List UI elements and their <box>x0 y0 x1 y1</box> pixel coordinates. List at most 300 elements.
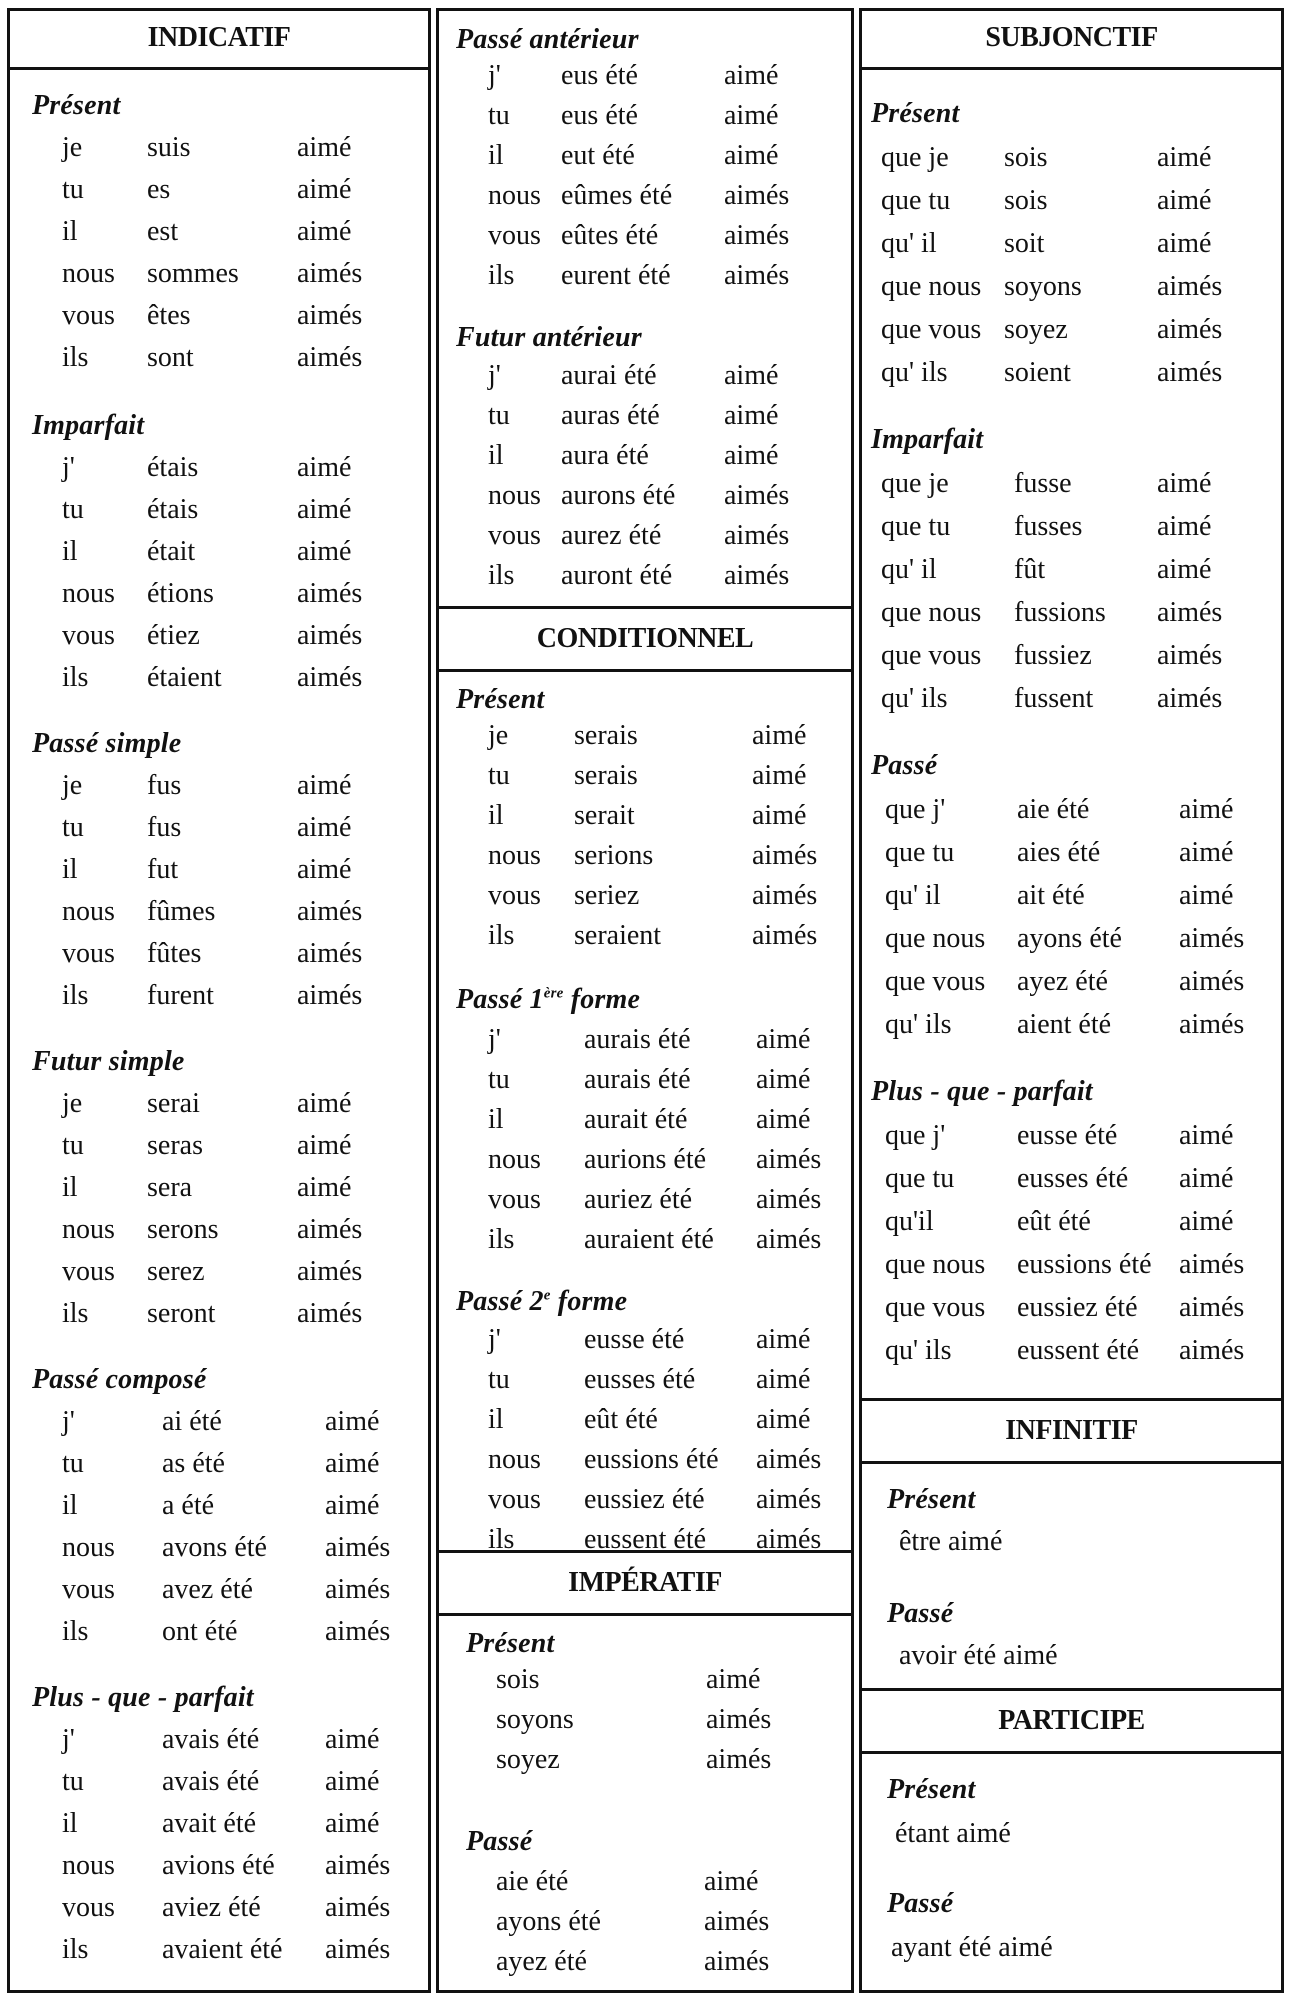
conjugation-row <box>436 520 854 560</box>
infinitif-passe-label-text: Passé <box>887 1598 954 1629</box>
participle: aimé <box>1179 1163 1234 1194</box>
verb-form: as été <box>162 1448 225 1479</box>
conjugation-row <box>436 560 854 600</box>
indicatif-futur-simple-label-text: Futur simple <box>32 1046 185 1077</box>
participle: aimé <box>297 812 352 843</box>
pronoun: que vous <box>881 640 982 671</box>
pronoun: nous <box>62 896 115 927</box>
pronoun: il <box>62 1808 78 1839</box>
verb-form: seras <box>147 1130 203 1161</box>
participle: aimés <box>1157 640 1223 671</box>
pronoun: que tu <box>885 1163 955 1194</box>
verb-form: aurai été <box>561 360 657 391</box>
infinitif-passe-label <box>887 1598 953 1630</box>
conjugation-row <box>436 1364 854 1404</box>
participle: aimés <box>297 578 363 609</box>
conjugation-row <box>7 1088 431 1128</box>
participle: aimés <box>724 480 790 511</box>
pronoun: que je <box>881 142 949 173</box>
verb-form: ait été <box>1017 880 1085 911</box>
conjugation-row <box>436 880 854 920</box>
pronoun: ils <box>488 1524 515 1555</box>
pronoun: j' <box>62 452 75 483</box>
imperatif-present-label-text: Présent <box>466 1628 555 1659</box>
conjugation-row <box>7 854 431 894</box>
verb-form: fussent <box>1014 683 1094 714</box>
verb-form: sois <box>1004 142 1048 173</box>
participle: aimé <box>325 1808 380 1839</box>
participle: aimés <box>756 1484 822 1515</box>
participle: aimé <box>724 360 779 391</box>
participle: aimés <box>724 180 790 211</box>
verb-form: fus <box>147 812 182 843</box>
pronoun: je <box>488 720 509 751</box>
conjugation-row <box>859 1009 1284 1049</box>
verb-form: eus été <box>561 60 638 91</box>
verb-form: soyons <box>1004 271 1082 302</box>
conjugation-row <box>859 683 1284 723</box>
conjugation-row <box>7 258 431 298</box>
conjugation-row <box>7 494 431 534</box>
pronoun: ils <box>62 1934 89 1965</box>
verb-form: auront été <box>561 560 673 591</box>
participle: aimés <box>724 260 790 291</box>
conjugation-row <box>859 468 1284 508</box>
participle: aimés <box>297 258 363 289</box>
pronoun: vous <box>62 300 115 331</box>
pronoun: ils <box>488 260 515 291</box>
pronoun: que tu <box>885 837 955 868</box>
participle: aimés <box>756 1444 822 1475</box>
verb-form: fusse <box>1014 468 1072 499</box>
verb-form: eusses été <box>1017 1163 1129 1194</box>
verb-form: aies été <box>1017 837 1101 868</box>
imperatif-passe-label <box>466 1826 532 1858</box>
verb-form: eusse été <box>584 1324 685 1355</box>
verb-form: fûtes <box>147 938 202 969</box>
participle: aimé <box>1157 468 1212 499</box>
subjonctif-plus-que-parfait-label <box>871 1076 1093 1108</box>
pronoun: il <box>62 854 78 885</box>
pronoun: tu <box>62 1130 84 1161</box>
subjonctif-present-label <box>871 98 960 130</box>
conjugation-row <box>7 1850 431 1890</box>
participle: aimé <box>1157 511 1212 542</box>
conjugation-row <box>7 536 431 576</box>
pronoun: vous <box>488 1484 541 1515</box>
conditionnel-present-label <box>456 684 545 716</box>
pronoun: nous <box>62 1850 115 1881</box>
pronoun: vous <box>488 1184 541 1215</box>
pronoun: tu <box>488 760 510 791</box>
verb-form: eussent été <box>1017 1335 1140 1366</box>
indicatif-passe-compose-label-text: Passé composé <box>32 1364 207 1395</box>
conjugation-row <box>436 1064 854 1104</box>
participle: aimé <box>724 140 779 171</box>
conjugation-row <box>436 140 854 180</box>
participle: aimé <box>297 216 352 247</box>
conjugation-row <box>436 920 854 960</box>
verb-form: fûmes <box>147 896 216 927</box>
pronoun: qu' ils <box>881 357 948 388</box>
pronoun: qu' ils <box>885 1335 952 1366</box>
conjugation-row <box>7 1256 431 1296</box>
pronoun: ils <box>488 920 515 951</box>
subjonctif-imparfait-label <box>871 424 983 456</box>
participle: aimés <box>756 1224 822 1255</box>
verb-form: eussiez été <box>584 1484 705 1515</box>
indicatif-imparfait-label <box>32 410 144 442</box>
participle: aimés <box>325 1850 391 1881</box>
pronoun: nous <box>62 1214 115 1245</box>
verb-form: aviez été <box>162 1892 261 1923</box>
verb-form: suis <box>147 132 191 163</box>
conjugation-row <box>7 1766 431 1806</box>
participle: aimé <box>297 1088 352 1119</box>
pronoun: j' <box>488 1324 501 1355</box>
participle: aimé <box>297 1172 352 1203</box>
participle: aimé <box>756 1364 811 1395</box>
subjonctif-plus-que-parfait-label-text: Plus - que - parfait <box>871 1076 1093 1107</box>
conjugation-row <box>7 662 431 702</box>
participle: aimés <box>1179 1009 1245 1040</box>
pronoun: tu <box>488 1064 510 1095</box>
pronoun: tu <box>488 400 510 431</box>
participle: aimé <box>752 720 807 751</box>
participle: aimé <box>1179 1206 1234 1237</box>
verb-form: ayons été <box>1017 923 1122 954</box>
participle: aimé <box>297 1130 352 1161</box>
verb-form: fut <box>147 854 179 885</box>
participle: aimé <box>325 1490 380 1521</box>
participle: aimés <box>1157 271 1223 302</box>
imperatif-present-label <box>466 1628 555 1660</box>
verb-form: aie été <box>496 1866 569 1897</box>
verb-form: soit <box>1004 228 1045 259</box>
pronoun: il <box>488 1404 504 1435</box>
verb-form: avons été <box>162 1532 267 1563</box>
pronoun: il <box>62 536 78 567</box>
conjugation-row <box>859 966 1284 1006</box>
conjugation-row <box>859 1163 1284 1203</box>
verb-form: auriez été <box>584 1184 693 1215</box>
verb-form: es <box>147 174 171 205</box>
indicatif-passe-anterieur-label <box>456 24 639 56</box>
participle: aimés <box>1179 1335 1245 1366</box>
participle: aimés <box>752 920 818 951</box>
verb-form: eussent été <box>584 1524 707 1555</box>
conjugation-row <box>859 597 1284 637</box>
participle: aimés <box>1179 923 1245 954</box>
verb-form: soyez <box>1004 314 1068 345</box>
pronoun: vous <box>62 1892 115 1923</box>
participle: aimé <box>724 60 779 91</box>
verb-form: ayez été <box>496 1946 587 1977</box>
pronoun: qu' ils <box>881 683 948 714</box>
pronoun: vous <box>62 1574 115 1605</box>
pronoun: que j' <box>885 794 946 825</box>
verb-form: fusses <box>1014 511 1083 542</box>
participle: aimé <box>756 1324 811 1355</box>
conjugation-row <box>436 1744 854 1784</box>
participe-passe-value: ayant été aimé <box>891 1932 1053 1963</box>
participle: aimés <box>1179 966 1245 997</box>
participle: aimé <box>756 1404 811 1435</box>
participle: aimé <box>297 536 352 567</box>
pronoun: que nous <box>881 597 982 628</box>
conjugation-row <box>859 1120 1284 1160</box>
pronoun: j' <box>488 60 501 91</box>
pronoun: tu <box>62 1766 84 1797</box>
verb-form: avais été <box>162 1724 260 1755</box>
verb-form: serez <box>147 1256 205 1287</box>
pronoun: j' <box>488 360 501 391</box>
pronoun: ils <box>62 342 89 373</box>
verb-form: serait <box>574 800 635 831</box>
participe-present-value: étant aimé <box>895 1818 1011 1849</box>
verb-form: eût été <box>584 1404 658 1435</box>
conjugation-row <box>7 452 431 492</box>
infinitif-passe-value: avoir été aimé <box>899 1640 1058 1671</box>
participle: aimé <box>704 1866 759 1897</box>
participle: aimés <box>756 1524 822 1555</box>
imperatif-title: IMPÉRATIF <box>436 1550 854 1616</box>
conjugation-row <box>436 180 854 220</box>
participle: aimés <box>1179 1292 1245 1323</box>
pronoun: que nous <box>881 271 982 302</box>
verb-form: eussiez été <box>1017 1292 1138 1323</box>
verb-form: sera <box>147 1172 193 1203</box>
verb-form: aurez été <box>561 520 662 551</box>
pronoun: vous <box>488 220 541 251</box>
verb-form: aurais été <box>584 1064 691 1095</box>
verb-form: eus été <box>561 100 638 131</box>
pronoun: vous <box>62 620 115 651</box>
participle: aimés <box>706 1704 772 1735</box>
participle: aimé <box>756 1024 811 1055</box>
participle: aimé <box>1179 880 1234 911</box>
verb-form: soient <box>1004 357 1071 388</box>
indicatif-passe-anterieur-label-text: Passé antérieur <box>456 24 639 55</box>
verb-form: fût <box>1014 554 1046 585</box>
participle: aimés <box>1157 357 1223 388</box>
participle: aimé <box>297 770 352 801</box>
subjonctif-imparfait-label-text: Imparfait <box>871 424 984 455</box>
pronoun: tu <box>62 174 84 205</box>
verb-form: serons <box>147 1214 219 1245</box>
conditionnel-passe-1-label-text: Passé 1 <box>456 984 544 1015</box>
conjugation-row <box>7 1808 431 1848</box>
conjugation-row <box>7 300 431 340</box>
verb-form: eûtes été <box>561 220 659 251</box>
conjugation-row <box>859 185 1284 225</box>
pronoun: nous <box>488 1144 541 1175</box>
column-right <box>859 8 1284 1993</box>
pronoun: nous <box>62 258 115 289</box>
participle: aimé <box>1157 228 1212 259</box>
pronoun: il <box>62 216 78 247</box>
pronoun: qu' il <box>885 880 941 911</box>
conjugation-row <box>436 840 854 880</box>
verb-form: avais été <box>162 1766 260 1797</box>
indicatif-present-label-text: Présent <box>32 90 121 121</box>
indicatif-futur-anterieur-label-text: Futur antérieur <box>456 322 642 353</box>
column-indicatif <box>7 8 431 1993</box>
verb-form: furent <box>147 980 214 1011</box>
conjugation-row <box>859 794 1284 834</box>
participle: aimés <box>297 980 363 1011</box>
conjugation-row <box>7 1724 431 1764</box>
infinitif-present-label <box>887 1484 976 1516</box>
participle: aimés <box>297 662 363 693</box>
pronoun: tu <box>62 494 84 525</box>
conjugation-row <box>436 480 854 520</box>
conjugation-row <box>436 760 854 800</box>
pronoun: vous <box>488 880 541 911</box>
participle: aimés <box>724 560 790 591</box>
verb-form: eûmes été <box>561 180 673 211</box>
conjugation-row <box>436 1946 854 1986</box>
verb-form: serai <box>147 1088 200 1119</box>
participle: aimé <box>752 760 807 791</box>
conjugation-row <box>436 260 854 300</box>
verb-form: aurait été <box>584 1104 688 1135</box>
verb-form: avaient été <box>162 1934 283 1965</box>
verb-form: étais <box>147 452 199 483</box>
participle: aimés <box>724 220 790 251</box>
verb-form: sommes <box>147 258 239 289</box>
verb-form: avions été <box>162 1850 275 1881</box>
conjugation-row <box>859 1206 1284 1246</box>
participle: aimé <box>706 1664 761 1695</box>
conjugation-row <box>7 1172 431 1212</box>
pronoun: nous <box>62 578 115 609</box>
conjugation-row <box>7 1574 431 1614</box>
pronoun: tu <box>488 1364 510 1395</box>
pronoun: qu'il <box>885 1206 934 1237</box>
verb-form: seraient <box>574 920 662 951</box>
subjonctif-title: SUBJONCTIF <box>859 8 1284 70</box>
verb-form: eusses été <box>584 1364 696 1395</box>
pronoun: ils <box>62 980 89 1011</box>
conditionnel-passe-2-label-end: forme <box>550 1286 628 1317</box>
participle: aimés <box>704 1946 770 1977</box>
indicatif-present-label <box>32 90 121 122</box>
pronoun: que vous <box>885 1292 986 1323</box>
verb-form: soyez <box>496 1744 560 1775</box>
indicatif-futur-anterieur-label <box>456 322 642 354</box>
subjonctif-passe-label-text: Passé <box>871 750 938 781</box>
participle: aimés <box>325 1934 391 1965</box>
conjugation-row <box>859 511 1284 551</box>
participle: aimés <box>297 342 363 373</box>
participle: aimés <box>297 1298 363 1329</box>
verb-form: avait été <box>162 1808 257 1839</box>
conjugation-row <box>436 1324 854 1364</box>
conditionnel-passe-1-label-end: forme <box>563 984 641 1015</box>
pronoun: que j' <box>885 1120 946 1151</box>
participle: aimés <box>752 880 818 911</box>
participle: aimé <box>1179 794 1234 825</box>
conjugation-row <box>7 980 431 1020</box>
conjugation-row <box>436 720 854 760</box>
verb-form: aurons été <box>561 480 676 511</box>
participle: aimés <box>297 1256 363 1287</box>
indicatif-passe-simple-label-text: Passé simple <box>32 728 182 759</box>
pronoun: que vous <box>885 966 986 997</box>
pronoun: je <box>62 1088 83 1119</box>
verb-form: auras été <box>561 400 660 431</box>
conjugation-row <box>859 923 1284 963</box>
verb-form: étaient <box>147 662 222 693</box>
conjugation-row <box>7 1532 431 1572</box>
indicatif-imparfait-label-text: Imparfait <box>32 410 145 441</box>
pronoun: vous <box>488 520 541 551</box>
pronoun: ils <box>62 1298 89 1329</box>
conjugation-row <box>436 220 854 260</box>
participle: aimés <box>704 1906 770 1937</box>
participle: aimés <box>325 1616 391 1647</box>
verb-form: serais <box>574 760 638 791</box>
participle: aimé <box>1157 185 1212 216</box>
conjugation-row <box>436 1104 854 1144</box>
conjugation-row <box>436 400 854 440</box>
participle: aimé <box>325 1448 380 1479</box>
verb-form: aurions été <box>584 1144 707 1175</box>
conjugation-row <box>859 314 1284 354</box>
pronoun: vous <box>62 938 115 969</box>
participle: aimé <box>724 100 779 131</box>
participle: aimé <box>297 132 352 163</box>
verb-form: sois <box>1004 185 1048 216</box>
conjugation-row <box>7 938 431 978</box>
pronoun: que nous <box>885 923 986 954</box>
verb-form: aie été <box>1017 794 1090 825</box>
conjugation-row <box>859 1335 1284 1375</box>
pronoun: il <box>62 1490 78 1521</box>
conjugation-row <box>859 271 1284 311</box>
participle: aimés <box>756 1184 822 1215</box>
verb-form: eussions été <box>1017 1249 1152 1280</box>
conjugation-row <box>436 1524 854 1564</box>
conditionnel-present-label-text: Présent <box>456 684 545 715</box>
verb-form: serais <box>574 720 638 751</box>
conjugation-row <box>436 1444 854 1484</box>
conjugation-row <box>7 342 431 382</box>
verb-form: fussions <box>1014 597 1106 628</box>
conjugation-row <box>436 1704 854 1744</box>
verb-form: ayons été <box>496 1906 601 1937</box>
verb-form: étiez <box>147 620 200 651</box>
participle: aimé <box>1179 1120 1234 1151</box>
pronoun: tu <box>488 100 510 131</box>
pronoun: que nous <box>885 1249 986 1280</box>
verb-form: sois <box>496 1664 540 1695</box>
conjugation-row <box>859 837 1284 877</box>
conjugation-row <box>436 1906 854 1946</box>
conjugation-row <box>7 1298 431 1338</box>
indicatif-title: INDICATIF <box>7 8 431 70</box>
pronoun: que tu <box>881 511 951 542</box>
participle: aimés <box>724 520 790 551</box>
verb-form: avez été <box>162 1574 253 1605</box>
imperatif-passe-label-text: Passé <box>466 1826 533 1857</box>
participle: aimés <box>297 300 363 331</box>
verb-form: fussiez <box>1014 640 1092 671</box>
conjugation-row <box>7 812 431 852</box>
verb-form: eussions été <box>584 1444 719 1475</box>
conjugation-row <box>436 440 854 480</box>
